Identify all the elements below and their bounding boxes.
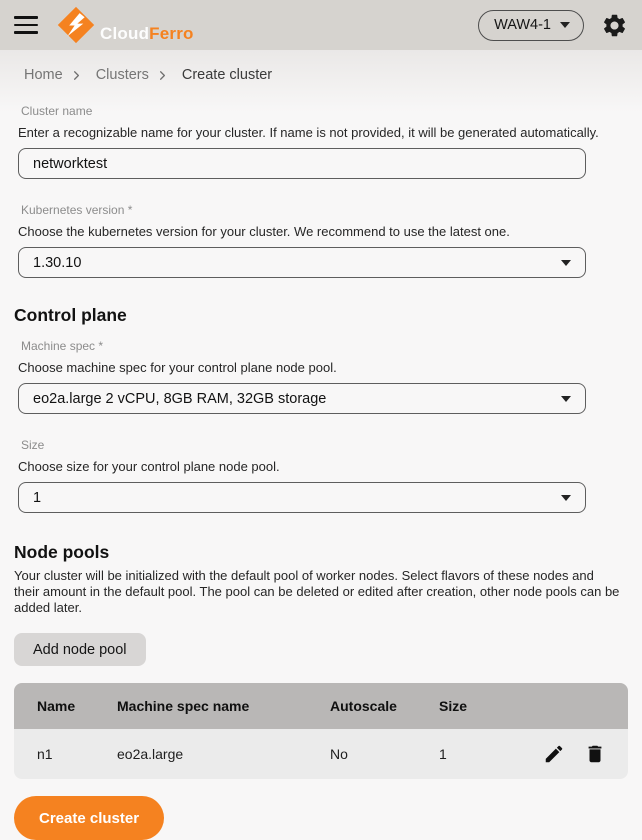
caret-down-icon (561, 495, 571, 501)
caret-down-icon (561, 260, 571, 266)
create-cluster-button[interactable]: Create cluster (14, 796, 164, 840)
cell-pool-name: n1 (37, 746, 53, 762)
edit-pool-button[interactable] (542, 742, 566, 766)
cloudferro-logo-icon (56, 5, 96, 45)
menu-icon[interactable] (14, 16, 38, 34)
cell-size: 1 (439, 746, 447, 762)
kubernetes-version-value: 1.30.10 (33, 254, 82, 271)
machine-spec-label: Machine spec * (21, 339, 104, 353)
region-selector-label: WAW4-1 (494, 17, 551, 33)
size-helper: Choose size for your control plane node pool. (18, 459, 280, 474)
kubernetes-version-label: Kubernetes version * (21, 203, 133, 217)
node-pools-description: Your cluster will be initialized with the default pool of worker nodes. Select flavors of these nodes and their amount in the default pool. The pool can be deleted or edited after creation, other node pools can be added later. (14, 568, 620, 615)
delete-pool-button[interactable] (583, 742, 607, 766)
table-header-size: Size (439, 698, 468, 714)
page-content (0, 50, 642, 827)
caret-down-icon (561, 396, 571, 402)
node-pools-table (14, 683, 628, 779)
app-bar (0, 0, 642, 50)
node-pools-heading: Node pools (14, 542, 110, 562)
table-header-row (14, 683, 628, 729)
kubernetes-version-select[interactable] (18, 247, 586, 278)
chevron-right-icon (155, 68, 170, 83)
size-select[interactable] (18, 482, 586, 513)
machine-spec-value: eo2a.large 2 vCPU, 8GB RAM, 32GB storage (33, 390, 327, 407)
add-node-pool-button[interactable]: Add node pool (14, 633, 146, 666)
cloudferro-logo[interactable] (56, 5, 194, 45)
trash-icon (584, 743, 606, 765)
table-header-name: Name (37, 698, 76, 714)
table-header-autoscale: Autoscale (330, 698, 397, 714)
cluster-name-helper: Enter a recognizable name for your cluster. If name is not provided, it will be generated automatically. (18, 125, 599, 140)
machine-spec-select[interactable] (18, 383, 586, 414)
kubernetes-version-helper: Choose the kubernetes version for your cluster. We recommend to use the latest one. (18, 224, 510, 239)
table-row (14, 729, 628, 779)
settings-gear-icon[interactable] (600, 11, 628, 39)
breadcrumb-current-page: Create cluster (181, 67, 273, 83)
size-label: Size (21, 438, 45, 452)
breadcrumb-clusters[interactable]: Clusters (95, 67, 149, 83)
cluster-name-input[interactable] (18, 148, 586, 179)
cell-autoscale: No (330, 746, 348, 762)
edit-pencil-icon (543, 743, 565, 765)
caret-down-icon (560, 22, 570, 28)
control-plane-heading: Control plane (14, 305, 127, 325)
table-header-machine-spec: Machine spec name (117, 698, 250, 714)
breadcrumb-home[interactable]: Home (24, 67, 63, 83)
cluster-name-label: Cluster name (21, 104, 93, 118)
breadcrumb (14, 50, 628, 83)
region-selector-dropdown[interactable] (478, 10, 584, 41)
cell-machine-spec-name: eo2a.large (117, 746, 184, 762)
machine-spec-helper: Choose machine spec for your control plane node pool. (18, 360, 337, 375)
size-value: 1 (33, 489, 42, 506)
brand-text: CloudFerro (100, 24, 194, 43)
chevron-right-icon (69, 68, 84, 83)
